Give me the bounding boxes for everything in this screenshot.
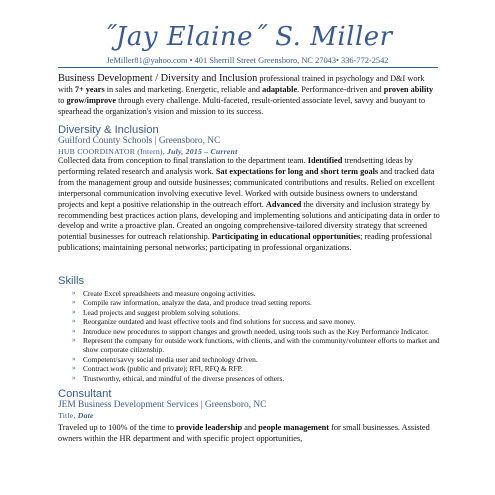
description-bold: provide leadership [176,423,243,432]
description-bold: Advanced [265,199,302,209]
bullet-icon: » [72,364,76,373]
description-text: and tracked data from the management group and outside businesses; communicated contributions and results. Relied on excellent interpersonal communication involving executive level. Worked with outside business owners to understand projects and kept a positive relationship in the outreach effort. [58,166,435,209]
skill-text: Lead projects and suggest problem solving solutions. [83,307,241,317]
summary-bold: proven ability [383,85,434,95]
summary-text: professional trained in psychology and D&I work with [58,74,425,95]
skill-item [72,308,442,317]
description-text: the diversity and inclusion strategy by recommending best practices action plans, developing and implementing solutions and anticipating data in order to develop and write a proactive plan. Created an ongoing comprehensive-tailored diversity strategy that screened potential businesses for outreach relationship. [58,199,440,242]
description-bold: Participating in educational opportunities [211,232,361,242]
description-text: Collected data from conception to final translation to the department team. [58,156,308,165]
professional-summary [58,73,438,117]
role-title: HUB COORDINATOR (Intern), [58,147,168,156]
section-title-skills: Skills [58,275,85,287]
summary-text: . Performance-driven and [297,85,384,95]
skill-text: Trustworthy, ethical, and mindful of the diverse presences of others. [83,373,285,383]
bullet-icon: » [72,317,76,326]
description-text: for small businesses. Assisted owners within the HR department and with specific project opportunities, [58,423,430,443]
skill-item [72,317,442,326]
bullet-icon: » [72,354,76,363]
skill-item [72,298,442,307]
summary-lead: Business Development / Diversity and Inclusion [58,73,258,84]
skill-item [72,327,442,336]
bullet-icon: » [72,307,76,316]
bullet-icon: » [72,326,76,335]
skill-text: Create Excel spreadsheets and measure ongoing activities. [83,289,256,298]
employer-line: JEM Business Development Services | Greensboro, NC [58,400,267,410]
consultant-description [58,423,440,445]
skill-text: Introduce new procedures to support changes and growth needed, using tools such as the Key Performance Indicator. [83,326,430,336]
candidate-name: ˝Jay Elaine˝ S. Miller [102,22,393,52]
skill-text: Represent the company for outside work functions, with clients, and with the community/volunteer efforts to market and show corporate citizenship. [83,336,440,355]
section-title-diversity: Diversity & Inclusion [58,124,159,136]
summary-text: in sales and marketing. Energetic, reliable and [104,85,263,95]
skill-text: Reorganize outdated and least effective tools and find solutions for success and save money. [83,317,356,327]
bullet-icon: » [72,298,76,307]
skill-item [72,364,442,373]
employer-line: Guilford County Schools | Greensboro, NC [58,136,221,146]
role-line [58,147,237,156]
skill-item [72,374,442,383]
skills-list [72,289,442,383]
summary-bold: grow/improve [66,96,117,106]
summary-text: to [58,96,67,106]
header-divider [58,67,438,68]
bullet-icon: » [72,336,76,345]
summary-bold: adaptable [262,85,298,95]
summary-text: through every challenge. Multi-faceted, result-oriented associate level, savvy and buoyant to spearhead the organization's vision and mission to its success. [58,96,426,117]
skill-item [72,289,442,298]
description-text: trendsetting ideas by performing related research and analysis work. [58,156,414,176]
skill-text: Contract work (public and private); RFI, RFQ & RFP. [83,364,243,374]
skill-text: Compile raw information, analyze the data, and produce tread setting reports. [83,298,312,308]
bullet-icon: » [72,373,76,382]
contact-line: JeMiller81@yahoo.com • 401 Sherrill Street Greensboro, NC 27043• 336-772-2542 [106,56,389,65]
role-title: Title, [58,411,78,420]
role-dates: Date [77,411,94,420]
description-bold: Sat expectations for long and short term goals [215,166,379,176]
diversity-description [58,156,440,254]
description-text: and [242,423,259,432]
bullet-icon: » [72,289,76,297]
description-text: ; reading professional publications; maintaining personal networks; participating in professional organizations. [58,232,433,253]
skill-text: Competent/savvy social media user and technology driven. [83,354,258,364]
summary-bold: 7+ years [74,85,105,95]
description-text: Traveled up to 100% of the time to [58,423,177,432]
description-bold: people management [258,423,330,432]
skill-item [72,336,442,355]
section-title-consultant: Consultant [58,388,112,400]
role-dates: July, 2015 – Current [167,147,238,156]
role-line [58,411,94,420]
description-bold: Identified [307,156,343,165]
skill-item [72,355,442,364]
